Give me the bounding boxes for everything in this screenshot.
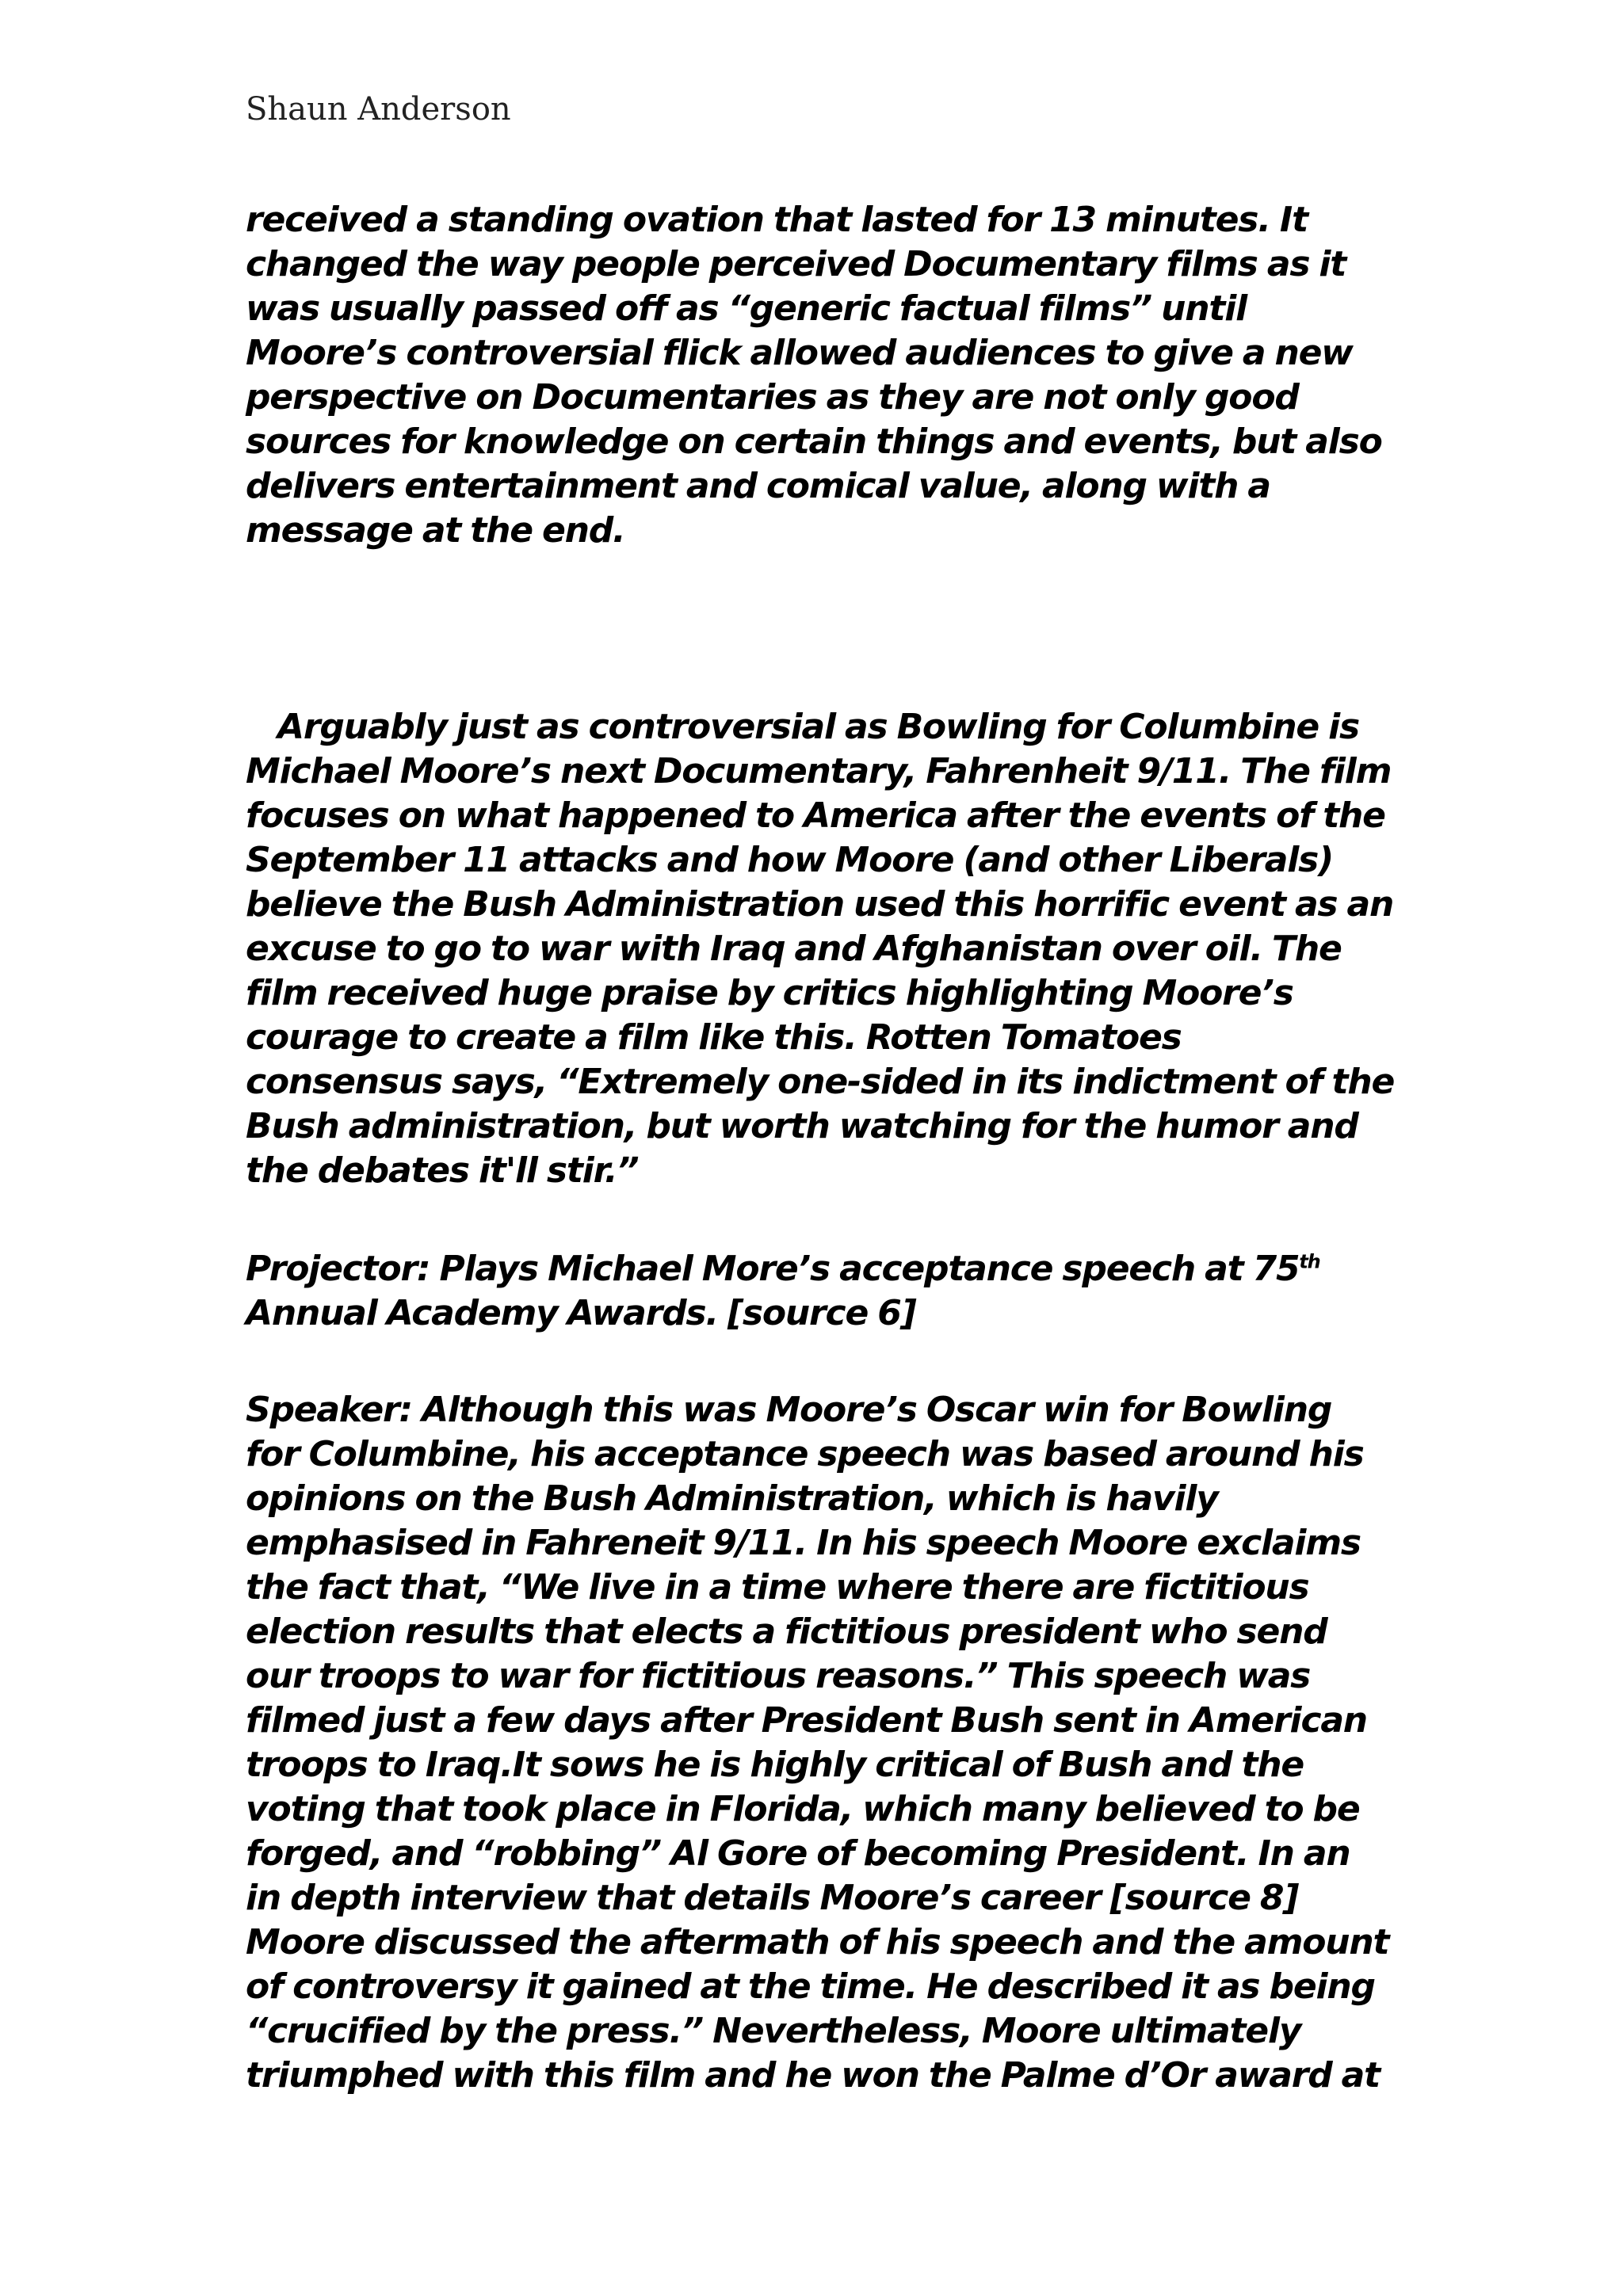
paragraph-line: for Columbine, his acceptance speech was based around his: [246, 1434, 1364, 1474]
paragraph-line: excuse to go to war with Iraq and Afghanistan over oil. The: [246, 929, 1342, 969]
paragraph-4: [246, 1388, 1395, 2098]
paragraph-line: film received huge praise by critics highlighting Moore’s: [246, 973, 1293, 1013]
paragraph-line: Arguably just as controversial as Bowling for Columbine is: [277, 707, 1359, 747]
paragraph-line: filmed just a few days after President Bush sent in American: [246, 1700, 1367, 1741]
paragraph-line: [246, 1247, 1395, 1291]
paragraph-line: our troops to war for fictitious reasons.” This speech was: [246, 1656, 1311, 1696]
paragraph-line: September 11 attacks and how Moore (and other Liberals): [246, 840, 1334, 880]
paragraph-line: courage to create a film like this. Rotten Tomatoes: [246, 1017, 1182, 1058]
paragraph-3: [246, 1247, 1395, 1336]
paragraph-line: election results that elects a fictitious president who send: [246, 1611, 1327, 1652]
paragraph-line: perspective on Documentaries as they are not only good: [246, 377, 1299, 418]
paragraph-line: opinions on the Bush Administration, which is havily: [246, 1478, 1218, 1519]
projector-text: Projector: Plays Michael More’s acceptance speech at 75: [246, 1249, 1300, 1289]
paragraph-line: sources for knowledge on certain things and events, but also: [246, 421, 1382, 462]
paragraph-line: delivers entertainment and comical value, along with a: [246, 466, 1270, 506]
paragraph-line: Michael Moore’s next Documentary, Fahrenheit 9/11. The film: [246, 751, 1392, 791]
paragraph-line: focuses on what happened to America after the events of the: [246, 795, 1385, 836]
paragraph-line: triumphed with this film and he won the Palme d’Or award at: [246, 2055, 1380, 2096]
paragraph-1: [246, 198, 1395, 553]
paragraph-line: received a standing ovation that lasted for 13 minutes. It: [246, 200, 1308, 240]
paragraph-line: of controversy it gained at the time. He described it as being: [246, 1966, 1375, 2007]
paragraph-line: “crucified by the press.” Nevertheless, Moore ultimately: [246, 2011, 1301, 2051]
paragraph-line: forged, and “robbing” Al Gore of becoming President. In an: [246, 1833, 1350, 1874]
paragraph-line: the fact that, “We live in a time where there are fictitious: [246, 1567, 1309, 1608]
paragraph-line: changed the way people perceived Documentary films as it: [246, 244, 1346, 284]
paragraph-line: in depth interview that details Moore’s career [source 8]: [246, 1878, 1299, 1918]
paragraph-line: consensus says, “Extremely one-sided in its indictment of the: [246, 1062, 1395, 1102]
paragraph-line: Moore’s controversial flick allowed audiences to give a new: [246, 333, 1353, 373]
header-author-name: Shaun Anderson: [246, 91, 511, 128]
paragraph-line: voting that took place in Florida, which many believed to be: [246, 1789, 1360, 1829]
paragraph-line: Annual Academy Awards. [source 6]: [246, 1293, 916, 1333]
paragraph-2: [246, 705, 1395, 1193]
paragraph-line: troops to Iraq.It sows he is highly critical of Bush and the: [246, 1745, 1304, 1785]
paragraph-line: Bush administration, but worth watching for the humor and: [246, 1106, 1358, 1146]
paragraph-line: Moore discussed the aftermath of his speech and the amount: [246, 1922, 1389, 1962]
paragraph-line: Speaker: Although this was Moore’s Oscar win for Bowling: [246, 1390, 1332, 1430]
paragraph-line: believe the Bush Administration used this horrific event as an: [246, 884, 1394, 925]
paragraph-line: message at the end.: [246, 510, 625, 551]
paragraph-line: was usually passed off as “generic factual films” until: [246, 288, 1247, 329]
paragraph-line: emphasised in Fahreneit 9/11. In his speech Moore exclaims: [246, 1523, 1361, 1563]
ordinal-superscript: th: [1299, 1250, 1320, 1273]
paragraph-line: the debates it'll stir.”: [246, 1150, 639, 1191]
